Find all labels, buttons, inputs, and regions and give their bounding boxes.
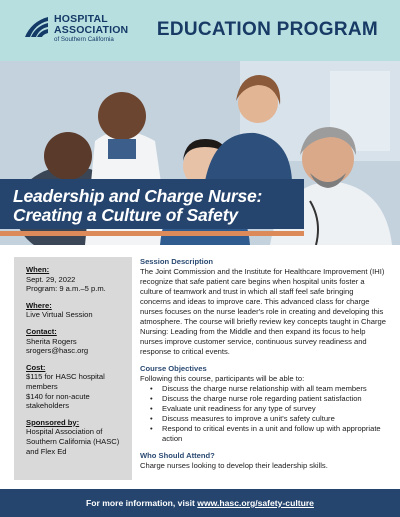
contact-group	[26, 327, 132, 356]
logo-line3: of Southern California	[54, 36, 114, 43]
objectives-intro: Following this course, participants will be able to:	[140, 374, 305, 383]
who-should-attend-text: Charge nurses looking to develop their leadership skills.	[140, 461, 328, 470]
list-item	[140, 404, 386, 414]
bullet-icon: •	[150, 414, 153, 423]
course-title-line1: Leadership and Charge Nurse:	[13, 186, 263, 206]
logo-swoosh-icon	[23, 15, 49, 41]
who-should-attend-heading: Who Should Attend?	[140, 451, 215, 460]
when-group	[26, 265, 132, 294]
when-date: Sept. 29, 2022	[26, 274, 76, 284]
cost-heading: Cost:	[26, 362, 46, 372]
objectives-list	[140, 384, 386, 444]
footer-prefix: For more information, visit	[86, 498, 198, 508]
session-description-text: The Joint Commission and the Institute for Healthcare Improvement (IHI) recognize that safe patient care begins when hospital units foster a culture of teamwork and trust in which all staff feel safe bringing concerns and ideas to improve care. This advanced class for charge nurses focuses on the nurse leader's role in creating and developing this atmosphere. The course will briefly review key concepts taught in Charge Nursing: Leading from the Middle and then expand its focus to help nurses improve customer service, continuous survey readiness and response to critical events.	[140, 267, 386, 356]
where-group	[26, 301, 132, 320]
where-heading: Where:	[26, 300, 52, 310]
objective-text: Discuss the charge nurse relationship with all team members	[162, 384, 367, 393]
objective-text: Evaluate unit readiness for any type of survey	[162, 404, 316, 413]
course-title-line2: Creating a Culture of Safety	[13, 205, 238, 225]
list-item	[140, 384, 386, 394]
cost-line-2: members	[26, 381, 58, 391]
hasc-logo[interactable]	[23, 12, 143, 52]
cost-line-1: $115 for HASC hospital	[26, 372, 105, 382]
event-details-sidebar	[14, 257, 132, 480]
contact-heading: Contact:	[26, 326, 57, 336]
bullet-icon: •	[150, 394, 153, 403]
logo-line2: ASSOCIATION	[54, 24, 129, 36]
list-item	[140, 394, 386, 404]
main-content	[140, 257, 386, 471]
sponsored-line-3: and Flex Ed	[26, 446, 67, 456]
objective-text: Discuss the charge nurse role regarding patient satisfaction	[162, 394, 362, 403]
list-item	[140, 424, 386, 444]
bullet-icon: •	[150, 404, 153, 413]
sponsored-line-1: Hospital Association of	[26, 427, 103, 437]
list-item	[140, 414, 386, 424]
when-heading: When:	[26, 265, 50, 274]
cost-line-3: $140 for non-acute	[26, 391, 90, 401]
logo-line1: HOSPITAL	[54, 13, 108, 25]
bullet-icon: •	[150, 384, 153, 393]
session-description-heading: Session Description	[140, 257, 214, 266]
header	[0, 0, 400, 61]
footer	[0, 489, 400, 517]
logo-text	[54, 14, 128, 44]
objective-text: Discuss measures to improve a unit's safety culture	[162, 414, 335, 423]
cost-line-4: stakeholders	[26, 401, 70, 411]
program-title: EDUCATION PROGRAM	[156, 19, 378, 40]
sponsored-group	[26, 418, 132, 456]
contact-email[interactable]: srogers@hasc.org	[26, 346, 89, 356]
course-objectives-heading: Course Objectives	[140, 364, 207, 373]
bullet-icon: •	[150, 424, 153, 433]
when-time: Program: 9 a.m.–5 p.m.	[26, 284, 106, 294]
course-title-bar	[0, 179, 304, 229]
orange-divider	[0, 231, 304, 236]
objective-text: Respond to critical events in a unit and follow up with appropriate action	[162, 424, 381, 443]
cost-group	[26, 363, 132, 411]
sponsored-line-2: Southern California (HASC)	[26, 436, 120, 446]
footer-link[interactable]: www.hasc.org/safety-culture	[197, 498, 314, 508]
contact-name: Sherita Rogers	[26, 336, 77, 346]
sponsored-heading: Sponsored by:	[26, 417, 80, 427]
where-location: Live Virtual Session	[26, 310, 93, 320]
